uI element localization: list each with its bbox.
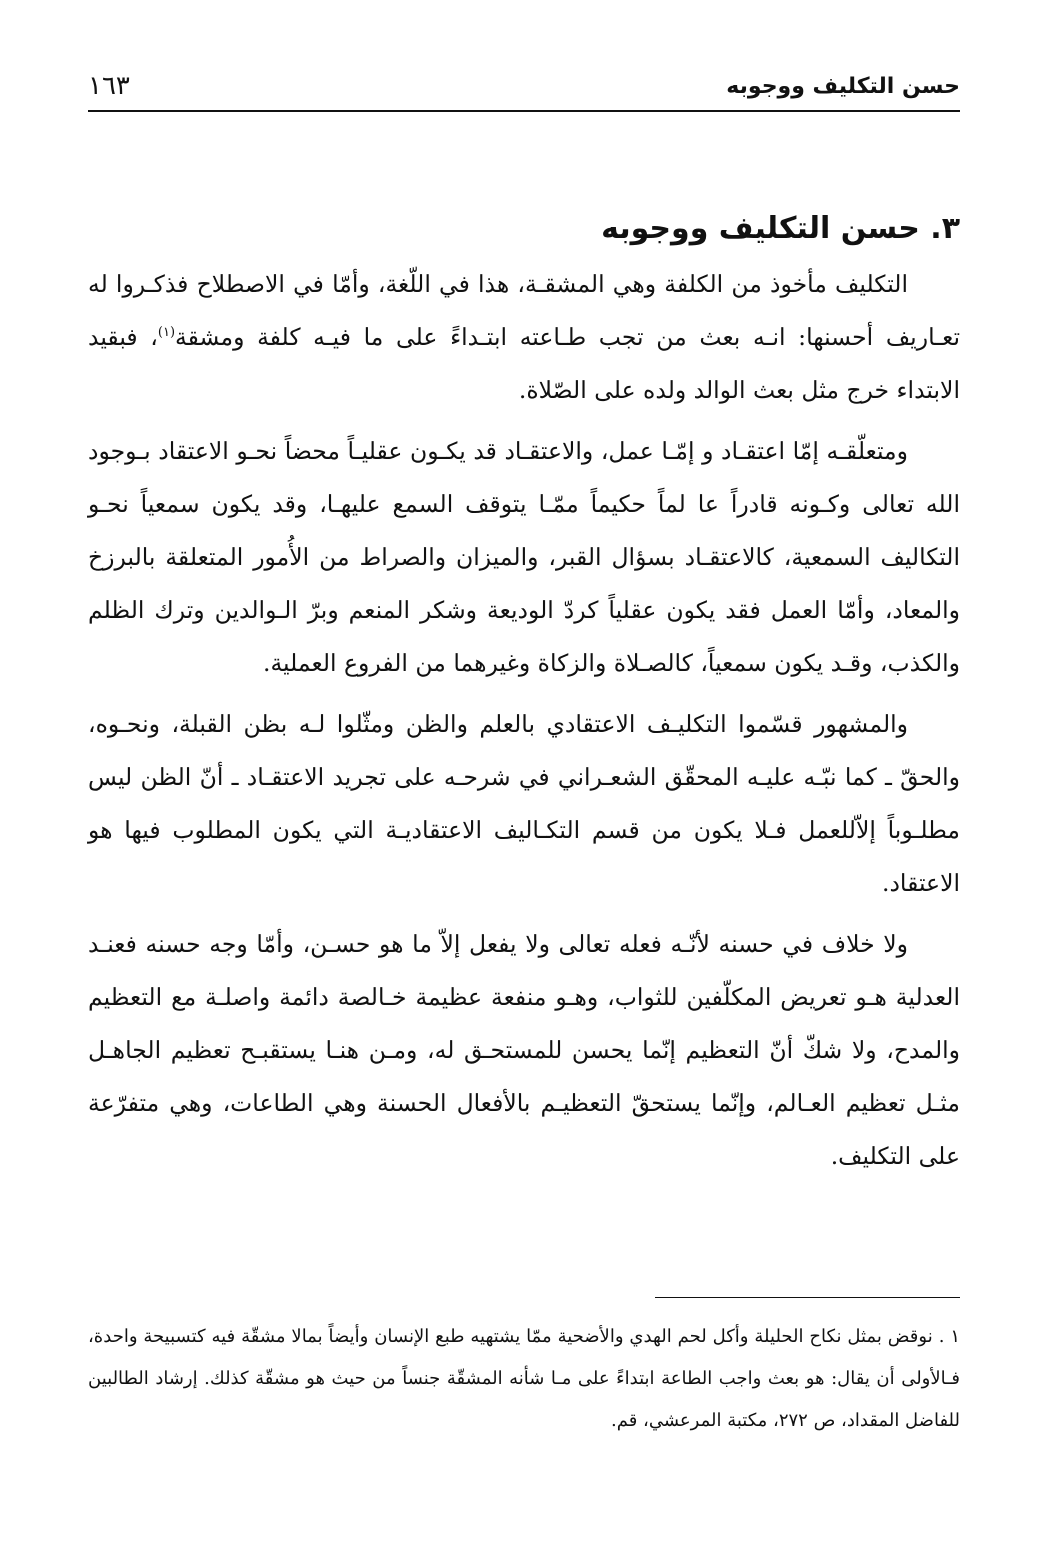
paragraph-4: ولا خلاف في حسنه لأنّـه فعله تعالى ولا يفعل إلاّ ما هو حسـن، وأمّا وجه حسنه فعنـد العدلية هـو تعريض المكلّفين للثواب، وهـو منفعة عظيمة خـالصة دائمة واصلـة مع التعظيم والمدح، ولا شكّ أنّ التعظيم إنّما يحسن للمستحـق له، ومـن هنـا يستقبـح تعظيم الجاهـل مثـل تعظيم العـالم، وإنّما يستحقّ التعظيـم بالأفعال الحسنة وهي الطاعات، وهي متفرّعة على التكليف. xyxy=(88,930,960,1170)
body-text xyxy=(88,258,960,1191)
paragraph-3: والمشهور قسّموا التكليـف الاعتقادي بالعلم والظن ومثّلوا لـه بظن القبلة، ونحـوه، والحقّ ـ كما نبّـه عليـه المحقّق الشعـراني في شرحـه على تجريد الاعتقـاد ـ أنّ الظن ليس مطلـوباً إلاّللعمل فـلا يكون من قسم التكـاليف الاعتقاديـة التي يكون المطلوب فيها هو الاعتقاد. xyxy=(88,710,960,897)
running-header xyxy=(88,62,960,112)
paragraph-1 xyxy=(88,258,960,417)
paragraph-2: ومتعلّقـه إمّا اعتقـاد و إمّـا عمل، والاعتقـاد قد يكـون عقليـاً محضاً نحـو الاعتقاد بـوجود الله تعالى وكـونه قادراً عا لماً حكيماً ممّـا يتوقف السمع عليهـا، وقد يكون سمعياً نحـو التكاليف السمعية، كالاعتقـاد بسؤال القبر، والميزان والصراط من الأُمور المتعلقة بالبرزخ والمعاد، وأمّا العمل فقد يكون عقلياً كردّ الوديعة وشكر المنعم وبرّ الـوالدين وترك الظلم والكذب، وقـد يكون سمعياً، كالصـلاة والزكاة وغيرهما من الفروع العملية. xyxy=(88,437,960,677)
paragraph-1-text-continued: ، فبقيد الابتداء خرج مثل بعث الوالد ولده على الصّلاة. xyxy=(88,323,960,404)
footnote xyxy=(88,1316,960,1442)
running-title: حسن التكليف ووجوبه xyxy=(726,73,960,99)
footnote-number: ١ . xyxy=(938,1326,960,1347)
page-number: ١٦٣ xyxy=(88,71,130,101)
paragraph-1-text: التكليف مأخوذ من الكلفة وهي المشقـة، هذا في اللّغة، وأمّا في الاصطلاح فذكـروا له تعـاريف أحسنها: انـه بعث من تجب طـاعته ابتـداءً على ما فيـه كلفة ومشقة xyxy=(88,270,960,351)
footnote-text: نوقض بمثل نكاح الحليلة وأكل لحم الهدي والأضحية ممّا يشتهيه طبع الإنسان وأيضاً بمالا مشقّة فيه كتسبيحة واحدة، فـالأولى أن يقال: هو بعث واجب الطاعة ابتداءً على مـا شأنه المشقّة جنساً من حيث هو مشقّة كذلك. إرشاد الطالبين للفاضل المقداد، ص ٢٧٢، مكتبة المرعشي، قم. xyxy=(88,1326,960,1431)
section-heading: ٣. حسن التكليف ووجوبه xyxy=(601,210,960,246)
footnote-reference: (١) xyxy=(157,325,176,341)
footnote-separator xyxy=(655,1297,960,1298)
book-page xyxy=(88,0,960,1545)
